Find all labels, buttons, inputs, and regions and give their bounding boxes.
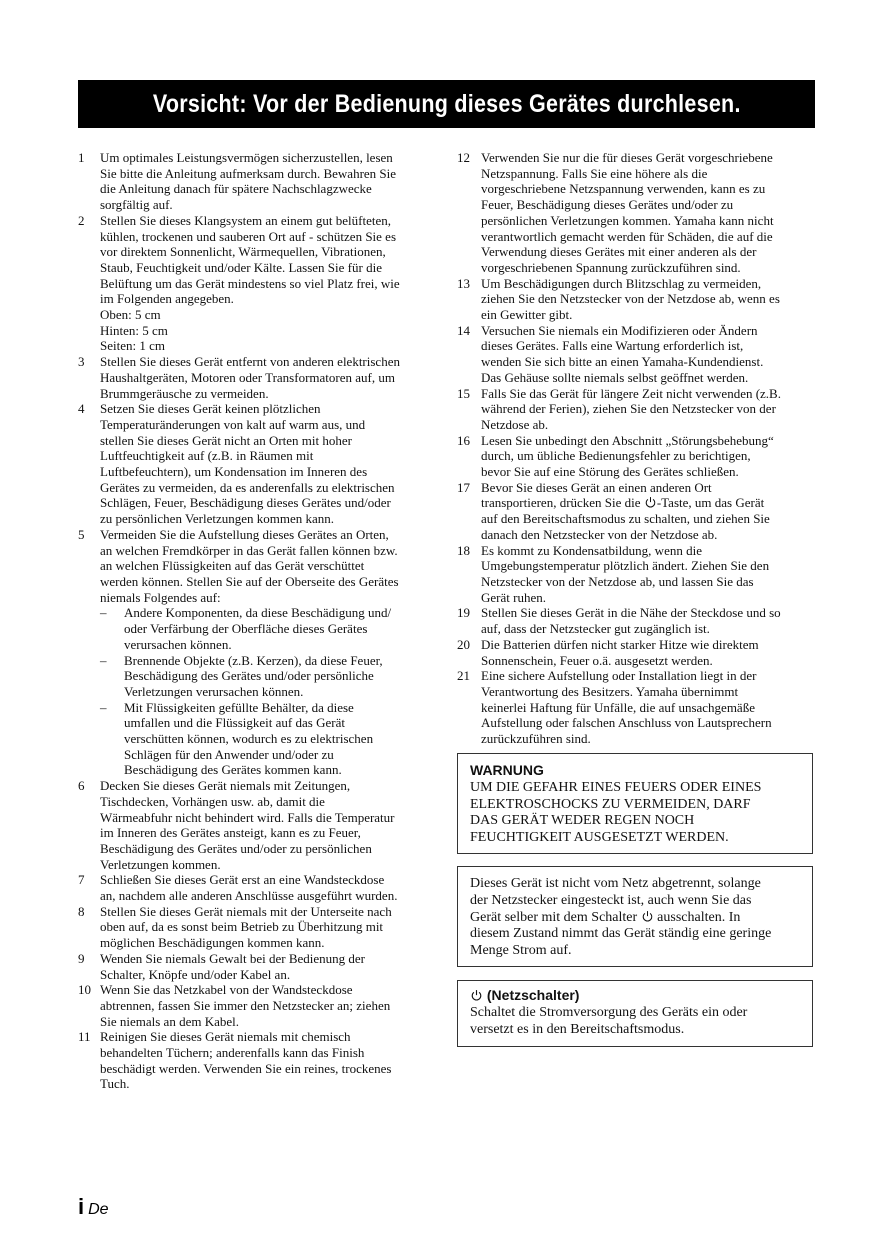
warning-heading: WARNUNG — [470, 762, 544, 778]
item-number: 17 — [457, 479, 470, 495]
title-banner — [78, 80, 815, 128]
list-item — [78, 150, 438, 213]
text-line: Staub, Feuchtigkeit und/oder Kälte. Lassen Sie für die — [100, 259, 382, 275]
item-number: 6 — [78, 778, 85, 794]
text-line: Netzstecker von der Netzdose ab, und lassen Sie das — [481, 573, 754, 589]
text-line: ziehen Sie den Netzstecker von der Netzdose ab, wenn es — [481, 291, 780, 307]
text-line: umfallen und die Flüssigkeit auf das Gerät — [124, 715, 345, 731]
text-line: zu persönlichen Verletzungen kommen kann. — [100, 511, 335, 527]
text-line: persönlichen Verletzungen kommen. Yamaha kann nicht — [481, 212, 774, 228]
page-title: Vorsicht: Vor der Bedienung dieses Gerätes durchlesen. — [152, 89, 741, 118]
list-item — [457, 543, 817, 606]
info-line: Menge Strom auf. — [470, 943, 572, 959]
text-line: Brennende Objekte (z.B. Kerzen), da diese Feuer, — [124, 652, 383, 668]
text-line: Mit Flüssigkeiten gefüllte Behälter, da diese — [124, 699, 354, 715]
text-line: Oben: 5 cm — [100, 307, 161, 323]
text-line: kühlen, trockenen und sauberen Ort auf - schützen Sie es — [100, 228, 397, 244]
text-line: Reinigen Sie dieses Gerät niemals mit chemisch — [100, 1029, 351, 1045]
list-item — [457, 433, 817, 480]
warning-line: UM DIE GEFAHR EINES FEUERS ODER EINES — [470, 779, 762, 795]
item-number: 9 — [78, 950, 85, 966]
text-line: Brummgeräusche zu vermeiden. — [100, 385, 269, 401]
text-line: stellen Sie dieses Gerät nicht an Orten mit hoher — [100, 432, 352, 448]
text-line: Feuer, Beschädigung dieses Gerätes und/oder zu — [481, 197, 734, 213]
text-line: werden können. Stellen Sie auf der Oberseite des Gerätes — [100, 573, 399, 589]
info-line: diesem Zustand nimmt das Gerät ständig eine geringe — [470, 926, 772, 942]
text-line: Netzspannung. Falls Sie eine höhere als die — [481, 165, 708, 181]
text-line: Verletzungen kommen. — [100, 856, 221, 872]
dash-bullet: – — [100, 699, 107, 715]
text-fragment: ausschalten. In — [653, 909, 741, 925]
sub-item-text — [124, 653, 438, 700]
item-number: 2 — [78, 212, 85, 228]
item-text — [100, 401, 438, 527]
text-line: Wärmeabfuhr nicht behindert wird. Falls die Temperatur — [100, 809, 395, 825]
item-text — [481, 150, 817, 276]
item-text — [481, 605, 817, 636]
text-line: auf, dass der Netzstecker gut zugänglich ist. — [481, 621, 710, 637]
item-number: 8 — [78, 903, 85, 919]
list-item — [78, 951, 438, 982]
warning-box — [457, 753, 813, 854]
item-number: 14 — [457, 322, 470, 338]
item-number: 16 — [457, 432, 470, 448]
item-text — [100, 527, 438, 778]
item-text — [100, 872, 438, 903]
text-line: Lesen Sie unbedingt den Abschnitt „Störungsbehebung“ — [481, 432, 774, 448]
text-line: oben auf, da es sonst beim Betrieb zu Überhitzung mit — [100, 919, 384, 935]
sub-item-text — [124, 700, 438, 779]
text-line: Temperaturänderungen von kalt auf warm aus, und — [100, 416, 366, 432]
text-fragment: Gerät selber mit dem Schalter — [470, 909, 641, 925]
item-text — [100, 982, 438, 1029]
text-line: möglichen Beschädigungen kommen kann. — [100, 935, 325, 951]
text-line: Gerätes zu vermeiden, da es anderenfalls zu elektrischen — [100, 479, 395, 495]
text-line: im Inneren des Gerätes ansteigt, kann es zu Feuer, — [100, 825, 361, 841]
text-line: Um optimales Leistungsvermögen sicherzustellen, lesen — [100, 150, 393, 165]
text-line: Aufstellung oder falschen Anschluss von Lautsprechern — [481, 715, 772, 731]
text-line: Bevor Sie dieses Gerät an einen anderen Ort — [481, 479, 712, 495]
text-line: Die Batterien dürfen nicht starker Hitze wie direktem — [481, 636, 759, 652]
item-text — [100, 1029, 438, 1092]
text-line: Beschädigung des Gerätes und/oder zu persönlichen — [100, 840, 372, 856]
text-line: Wenden Sie niemals Gewalt bei der Bedienung der — [100, 950, 366, 966]
text-line: Stellen Sie dieses Gerät niemals mit der Unterseite nach — [100, 903, 392, 919]
list-item — [78, 354, 438, 401]
text-fragment: transportieren, drücken Sie die — [481, 495, 644, 511]
text-line: verursachen können. — [124, 636, 232, 652]
text-line: sorgfältig auf. — [100, 197, 173, 213]
text-line: Sonnenschein, Feuer o.ä. ausgesetzt werden. — [481, 652, 713, 668]
text-line: Stellen Sie dieses Klangsystem an einem gut belüfteten, — [100, 212, 391, 228]
text-line: Haushaltgeräten, Motoren oder Transformatoren auf, um — [100, 369, 395, 385]
page-footer — [78, 1194, 109, 1220]
sub-list-item — [100, 653, 438, 700]
text-line: Luftbefeuchtern), um Kondensation im Inneren des — [100, 464, 368, 480]
text-line: Schließen Sie dieses Gerät erst an eine Wandsteckdose — [100, 872, 385, 888]
text-line: vorgeschriebenen Spannung zurückzuführen sind. — [481, 259, 741, 275]
text-line: Vermeiden Sie die Aufstellung dieses Gerätes an Orten, — [100, 526, 389, 542]
item-number: 21 — [457, 668, 470, 684]
text-line: Wenn Sie das Netzkabel von der Wandsteckdose — [100, 982, 353, 998]
item-number: 1 — [78, 150, 85, 165]
list-item — [457, 386, 817, 433]
dash-bullet: – — [100, 652, 107, 668]
text-line: keinerlei Haftung für Unfälle, die auf unsachgemäße — [481, 699, 755, 715]
sub-item-text — [124, 605, 438, 652]
text-line: wenden Sie sich bitte an einen Yamaha-Kundendienst. — [481, 354, 764, 370]
item-number: 19 — [457, 605, 470, 621]
item-text — [481, 433, 817, 480]
item-text — [100, 951, 438, 982]
list-item — [457, 323, 817, 386]
text-line: Sie bitte die Anleitung aufmerksam durch. Bewahren Sie — [100, 165, 397, 181]
text-line: bevor Sie auf eine Störung des Gerätes schließen. — [481, 464, 739, 480]
text-line: durch, um übliche Bedienungsfehler zu berichtigen, — [481, 448, 751, 464]
text-line: ein Gewitter gibt. — [481, 307, 573, 323]
item-number: 18 — [457, 542, 470, 558]
text-line: danach den Netzstecker von der Netzdose ab. — [481, 526, 718, 542]
text-line: behandelten Tüchern; anderenfalls kann das Finish — [100, 1045, 365, 1061]
text-line: Um Beschädigungen durch Blitzschlag zu vermeiden, — [481, 275, 762, 291]
text-line: Umgebungstemperatur plötzlich ändert. Ziehen Sie den — [481, 558, 770, 574]
item-number: 4 — [78, 401, 85, 417]
text-line: Stellen Sie dieses Gerät in die Nähe der Steckdose und so — [481, 605, 781, 621]
item-text — [481, 323, 817, 386]
info-line: Dieses Gerät ist nicht vom Netz abgetrennt, solange — [470, 876, 761, 891]
text-line: Gerät ruhen. — [481, 589, 546, 605]
power-icon — [470, 989, 483, 1002]
text-line: dieses Gerätes. Falls eine Wartung erforderlich ist, — [481, 338, 744, 354]
item-number: 13 — [457, 275, 470, 291]
list-item — [457, 480, 817, 543]
text-line: auf den Bereitschaftsmodus zu schalten, und ziehen Sie — [481, 511, 770, 527]
language-code: De — [88, 1201, 109, 1218]
item-text — [100, 354, 438, 401]
text-line: Belüftung um das Gerät mindestens so viel Platz frei, wie — [100, 275, 400, 291]
right-column — [457, 150, 817, 747]
list-item — [78, 904, 438, 951]
item-number: 15 — [457, 385, 470, 401]
list-item — [78, 213, 438, 354]
item-number: 12 — [457, 150, 470, 165]
list-item — [457, 150, 817, 276]
list-item — [78, 1029, 438, 1092]
text-line: Netzdose ab. — [481, 416, 549, 432]
text-line: Verwendung dieses Gerätes mit einer anderen als der — [481, 244, 757, 260]
item-text — [481, 637, 817, 668]
item-text — [100, 213, 438, 354]
text-line: Tuch. — [100, 1076, 130, 1092]
text-line: Tischdecken, Vorhängen usw. ab, damit die — [100, 793, 325, 809]
dash-bullet: – — [100, 605, 107, 621]
sub-list-item — [100, 605, 438, 652]
text-line: Hinten: 5 cm — [100, 322, 168, 338]
list-item — [457, 637, 817, 668]
item-number: 3 — [78, 354, 85, 370]
power-line: Schaltet die Stromversorgung des Geräts ein oder — [470, 1004, 748, 1020]
text-line: an welchen Fremdkörper in das Gerät fallen können bzw. — [100, 542, 398, 558]
text-line-with-icon — [481, 495, 817, 511]
text-line: Verletzungen verursachen können. — [124, 683, 304, 699]
list-item — [457, 276, 817, 323]
warning-line: ELEKTROSCHOCKS ZU VERMEIDEN, DARF — [470, 796, 751, 812]
text-line: verantwortlich gemacht werden für Schäden, die auf die — [481, 228, 773, 244]
power-switch-heading-text: (Netzschalter) — [486, 987, 580, 1003]
text-line: die Anleitung danach für spätere Nachschlagzwecke — [100, 181, 372, 197]
text-line: Schlägen für den Anwender und/oder zu — [124, 746, 334, 762]
item-text — [481, 480, 817, 543]
text-line: beschädigt werden. Verwenden Sie ein reines, trockenes — [100, 1060, 392, 1076]
list-item — [457, 668, 817, 747]
text-line: verschütten können, wodurch es zu elektrischen — [124, 731, 374, 747]
list-item — [78, 527, 438, 778]
text-line: Eine sichere Aufstellung oder Installation liegt in der — [481, 668, 757, 684]
item-text — [100, 904, 438, 951]
list-item — [78, 401, 438, 527]
text-line: Stellen Sie dieses Gerät entfernt von anderen elektrischen — [100, 354, 400, 370]
text-line: Schalter, Knöpfe und/oder Kabel an. — [100, 966, 291, 982]
item-text — [100, 150, 438, 213]
item-number: 11 — [78, 1029, 91, 1045]
text-line: Seiten: 1 cm — [100, 338, 165, 354]
power-line: versetzt es in den Bereitschaftsmodus. — [470, 1021, 685, 1037]
text-line: Setzen Sie dieses Gerät keinen plötzlichen — [100, 401, 321, 417]
text-line: abtrennen, fassen Sie immer den Netzstecker an; ziehen — [100, 997, 391, 1013]
text-fragment: -Taste, um das Gerät — [656, 495, 765, 511]
power-switch-box — [457, 980, 813, 1047]
warning-line: FEUCHTIGKEIT AUSGESETZT WERDEN. — [470, 830, 729, 846]
item-text — [481, 543, 817, 606]
text-line: Verantwortung des Besitzers. Yamaha übernimmt — [481, 683, 739, 699]
text-line: Schlägen, Feuer, Beschädigung dieses Gerätes und/oder — [100, 495, 391, 511]
list-item — [457, 605, 817, 636]
text-line: Decken Sie dieses Gerät niemals mit Zeitungen, — [100, 778, 351, 794]
text-line: vorgeschriebene Netzspannung verwenden, kann es zu — [481, 181, 766, 197]
text-line: vor direktem Sonnenlicht, Wärmequellen, Vibrationen, — [100, 244, 386, 260]
text-line: niemals Folgendes auf: — [100, 589, 221, 605]
text-line: Das Gehäuse sollte niemals selbst geöffnet werden. — [481, 369, 749, 385]
text-line: Es kommt zu Kondensatbildung, wenn die — [481, 542, 702, 558]
power-icon — [641, 910, 654, 923]
text-line: Beschädigung des Gerätes kommen kann. — [124, 762, 342, 778]
page-number: i — [78, 1194, 85, 1219]
item-number: 7 — [78, 872, 85, 888]
text-line: Beschädigung des Gerätes und/oder persönliche — [124, 668, 374, 684]
warning-line: DAS GERÄT WEDER REGEN NOCH — [470, 813, 695, 829]
text-line: zurückzuführen sind. — [481, 731, 591, 747]
list-item — [78, 982, 438, 1029]
item-text — [481, 386, 817, 433]
text-line: Falls Sie das Gerät für längere Zeit nicht verwenden (z.B. — [481, 385, 781, 401]
item-text — [481, 276, 817, 323]
text-line: Sie niemals an dem Kabel. — [100, 1013, 239, 1029]
list-item — [78, 872, 438, 903]
mains-info-box — [457, 866, 813, 967]
sub-list-item — [100, 700, 438, 779]
text-line: oder Verfärbung der Oberfläche dieses Gerätes — [124, 621, 368, 637]
text-line: Verwenden Sie nur die für dieses Gerät vorgeschriebene — [481, 150, 773, 165]
item-number: 10 — [78, 982, 91, 998]
text-line: während der Ferien), ziehen Sie den Netzstecker von der — [481, 401, 776, 417]
left-column — [78, 150, 438, 1092]
text-line: Andere Komponenten, da diese Beschädigung und/ — [124, 605, 392, 621]
power-switch-heading — [470, 987, 800, 1004]
item-number: 20 — [457, 636, 470, 652]
text-line: im Folgenden angegeben. — [100, 291, 234, 307]
list-item — [78, 778, 438, 872]
text-line: an, nachdem alle anderen Anschlüsse ausgeführt wurden. — [100, 888, 398, 904]
text-line: an welchen Flüssigkeiten auf das Gerät verschüttet — [100, 558, 365, 574]
item-text — [481, 668, 817, 747]
info-line: der Netzstecker eingesteckt ist, auch wenn Sie das — [470, 892, 752, 908]
text-line: Versuchen Sie niemals ein Modifizieren oder Ändern — [481, 322, 758, 338]
info-line-with-icon — [470, 910, 800, 927]
power-icon — [644, 496, 657, 509]
item-text — [100, 778, 438, 872]
text-line: Luftfeuchtigkeit auf (z.B. in Räumen mit — [100, 448, 314, 464]
item-number: 5 — [78, 526, 85, 542]
